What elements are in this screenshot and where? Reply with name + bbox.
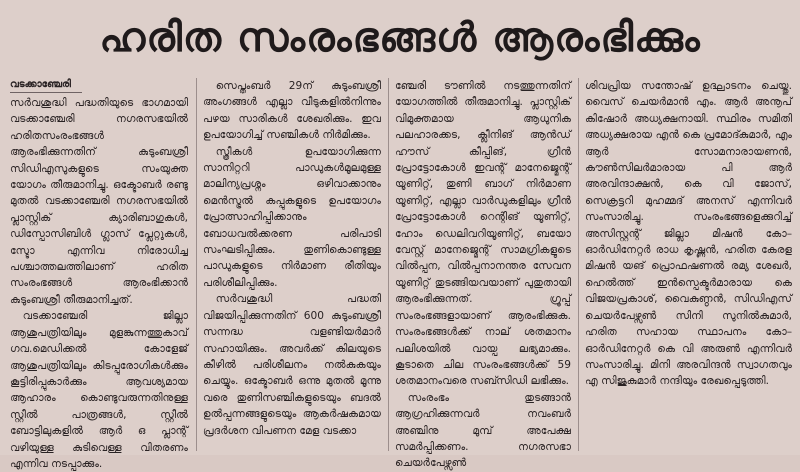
column-2 bbox=[203, 78, 381, 451]
paragraph: സർവശുദ്ധി പദ്ധതി വിജയിപ്പിക്കുന്നതിന് 600 കുടുംബശ്രീ സന്നദ്ധ വളണ്ടിയർമാർ സഹായിക്കും. അവർക്ക് കിലയുടെ കീഴിൽ പരിശീലനം നൽകുകയും ചെയ്യും. ഒക്ടോബർ ഒന്നു മുതൽ മൂന്നു വരെ തുണിസഞ്ചികളുടെയും ബദൽ ഉൽപ്പന്നങ്ങളുടെയും ആകർഷകമായ പ്രദർശന വിപണന മേള വടക്കാ bbox=[203, 293, 381, 437]
paragraph: സ്ത്രീകൾ ഉപയോഗിക്കുന്ന സാനിറ്ററി പാഡുകൾമൂലമുള്ള മാലിന്യപ്രശ്നം ഒഴിവാക്കാനും മെൻസ്ട്രൽ കപ്പുകളുടെ ഉപയോഗം പ്രോത്സാഹിപ്പിക്കാനും ബോധവൽക്കരണ പരിപാടി സംഘടിപ്പിക്കും. തുണികൊണ്ടുള്ള പാഡുകളുടെ നിർമാണ രീതിയും പരിശീലിപ്പിക്കും. bbox=[203, 145, 381, 289]
column-divider bbox=[388, 78, 389, 451]
paragraph: സംരംഭം തുടങ്ങാൻ ആഗ്രഹിക്കുന്നവർ നവംബർ അഞ്ചിനു മുമ്പ് അപേക്ഷ സമർപ്പിക്കണം. നഗരസഭാ ചെയർപേഴ്സൺ bbox=[395, 391, 571, 470]
paragraph: സർവശുദ്ധി പദ്ധതിയുടെ ഭാഗമായി വടക്കാഞ്ചേരി നഗരസഭയിൽ ഹരിതസംരംഭങ്ങൾ ആരംഭിക്കുന്നതിന് കുടുംബശ്രീ സിഡിഎസുകളുടെ സംയുക്ത യോഗം തീരുമാനിച്ചു. ഒക്ടോബർ രണ്ടു മുതൽ വടക്കാഞ്ചേരി നഗരസഭയിൽ പ്ലാസ്റ്റിക് ക്യാരിബാഗുകൾ, ഡിസ്പോസിബിൾ ഗ്ലാസ് പ്ലേറ്റുകൾ, സ്ടോ എന്നിവ നിരോധിച്ച പശ്ചാത്തലത്തിലാണ് ഹരിത സംരംഭങ്ങൾ ആരംഭിക്കാൻ കുടുംബശ്രീ തീരുമാനിച്ചത്. bbox=[10, 97, 188, 306]
column-divider bbox=[196, 78, 197, 451]
headline: ഹരിത സംരംഭങ്ങൾ ആരംഭിക്കും bbox=[99, 15, 701, 61]
article-body bbox=[10, 78, 792, 470]
dateline: വടക്കാഞ്ചേരി bbox=[10, 78, 82, 93]
column-divider bbox=[578, 78, 579, 451]
paragraph: വടക്കാഞ്ചേരി ജില്ലാ ആശുപത്രിയിലും മുളങ്കുന്നത്തുകാവ് ഗവ.മെഡിക്കൽ കോളേജ് ആശുപത്രിയിലും കിടപ്പുരോഗികൾക്കും കൂട്ടിരിപ്പുകാർക്കും ആവശ്യമായ ആഹാരം കൊണ്ടുവരുന്നതിനുള്ള സ്റ്റീൽ പാത്രങ്ങൾ, സ്റ്റീൽ ബോട്ടിലുകളിൽ ആർ ഒ പ്ലാന്റ് വഴിയുള്ള കുടിവെള്ള വിതരണം എന്നിവ നടപ്പാക്കും. bbox=[10, 310, 188, 470]
paragraph: ഞ്ചേരി ടൗണിൽ നടത്തുന്നതിന് യോഗത്തിൽ തീരുമാനിച്ചു. പ്ലാസ്റ്റിക് വിമുക്തമായ ആധുനിക പലഹാരക്കട, ക്ലീനിങ് ആൻഡ് ഹൗസ് കീപ്പിങ്, ഗ്രീൻ പ്രോട്ടോകോൾ ഇവന്റ് മാനേജ്മെന്റ് യൂണിറ്റ്, തുണി ബാഗ് നിർമാണ യൂണിറ്റ്, എല്ലാ വാർഡുകളിലും ഗ്രീൻ പ്രോട്ടോകോൾ റെന്റിങ് യൂണിറ്റ്, ഹോം ഡെലിവറിയൂണിറ്റ്, ബയോ വേസ്റ്റ് മാനേജ്മെന്റ് സാമഗ്രികളുടെ വിൽപ്പന, വിൽപ്പനാനന്തര സേവന യൂണിറ്റ് തുടങ്ങിയവയാണ് പുതുതായി ആരംഭിക്കുന്നത്. ഗ്രൂപ്പ് സംരംഭങ്ങളായാണ് ആരംഭിക്കുക. സംരംഭങ്ങൾക്ക് നാല് ശതമാനം പലിശയിൽ വായ്പ ലഭ്യമാക്കും. കൂടാതെ ചില സംരംഭങ്ങൾക്ക് 59 ശതമാനംവരെ സബ്സിഡി ലഭിക്കും. bbox=[395, 80, 571, 388]
column-1 bbox=[10, 78, 188, 470]
paragraph: ശിവപ്രിയ സന്തോഷ് ഉദ്ഘാടനം ചെയ്തു. വൈസ് ചെയർമാൻ എം. ആർ അനൂപ് കിഷോർ അധ്യക്ഷനായി. സ്ഥിരം സമിതി അധ്യക്ഷരായ എൻ കെ പ്രമോദ്കുമാർ, എം ആർ സോമനാരായണൻ, കൗൺസിലർമാരായ പി ആർ അരവിന്ദാക്ഷൻ, കെ വി ജോസ്, സെക്രട്ടറി മുഹമ്മദ് അനസ് എന്നിവർ സംസാരിച്ചു. സംരംഭങ്ങളെക്കുറിച്ച് അസിസ്റ്റന്റ് ജില്ലാ മിഷൻ കോ–ഓർഡിനേറ്റർ രാധ കൃഷ്ണൻ, ഹരിത കേരള മിഷൻ യങ് പ്രൊഫഷണൽ രമ്യ ശേഖർ, ഹെൽത്ത് ഇൻസ്പെക്ടർമാരായ കെ വിജയപ്രകാശ്, വൈകുണ്ഠൻ, സിഡിഎസ് ചെയർപേഴ്സൺ സിനി സുനിൽകുമാർ, ഹരിത സഹായ സ്ഥാപനം കോ–ഓർഡിനേറ്റർ കെ വി അരുൺ എന്നിവർ സംസാരിച്ചു. മിനി അരവിന്ദൻ സ്വാഗതവും എ സിജുകുമാർ നന്ദിയും രേഖപ്പെടുത്തി. bbox=[585, 80, 792, 388]
column-3 bbox=[395, 78, 571, 470]
paragraph: സെപ്തംബർ 29ന് കുടുംബശ്രീ അംഗങ്ങൾ എല്ലാ വീടുകളിൽനിന്നും പഴയ സാരികൾ ശേഖരിക്കും. ഇവ ഉപയോഗിച്ച് സഞ്ചികൾ നിർമിക്കും. bbox=[203, 80, 381, 142]
column-4 bbox=[585, 78, 792, 451]
